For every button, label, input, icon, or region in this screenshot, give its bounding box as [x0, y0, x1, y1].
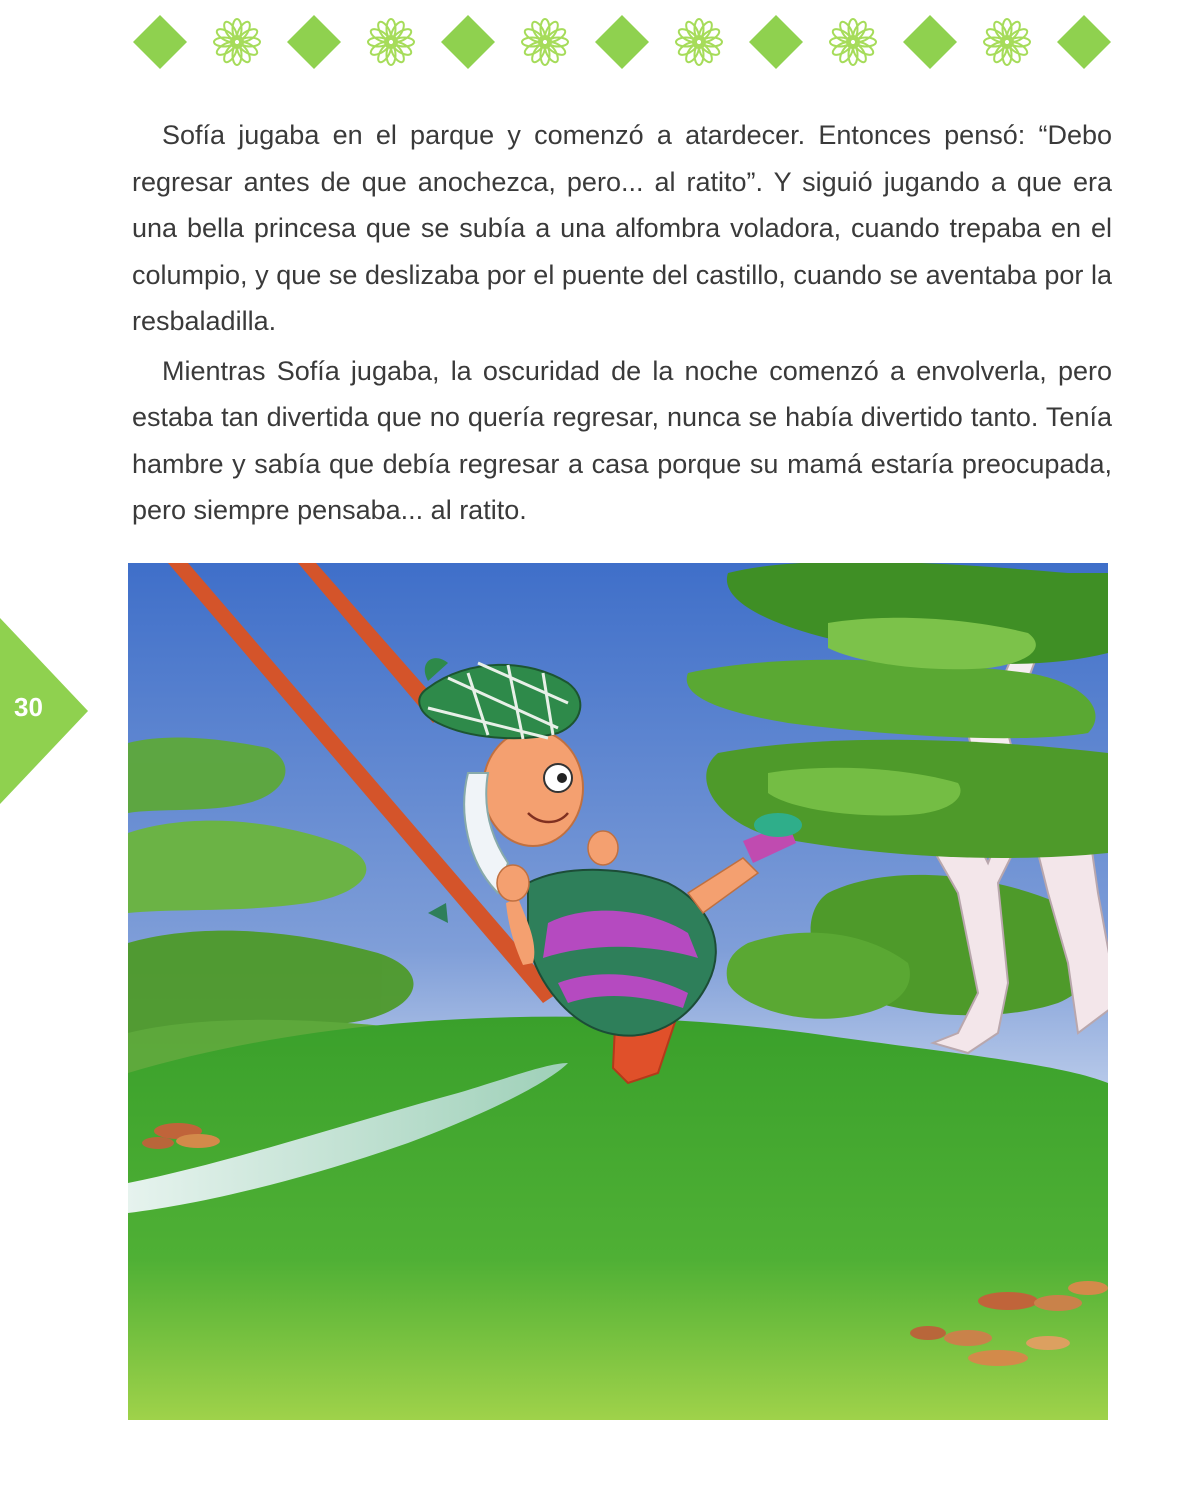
story-text [132, 112, 1112, 537]
border-diamond [749, 15, 803, 69]
border-flower-icon [984, 19, 1030, 65]
border-diamond [595, 15, 649, 69]
border-flower-icon [522, 19, 568, 65]
border-diamond [133, 15, 187, 69]
border-diamond [287, 15, 341, 69]
page-number: 30 [14, 692, 43, 722]
swing-illustration [128, 563, 1108, 1420]
tree-foliage [687, 563, 1108, 858]
border-flower-icon [368, 19, 414, 65]
grass-hill [128, 1017, 1108, 1420]
border-diamond [903, 15, 957, 69]
border-flower-icon [214, 19, 260, 65]
story-paragraph-1: Sofía jugaba en el parque y comenzó a atardecer. Entonces pensó: “Debo regresar antes de que anochezca, pero... al ratito”. Y siguió jugando a que era una bella princesa que se subía a una alfombra voladora, cuando trepaba en el columpio, y que se deslizaba por el puente del castillo, cuando se aventaba por la resbaladilla. [132, 120, 1112, 336]
border-diamond [441, 15, 495, 69]
border-flower-icon [830, 19, 876, 65]
border-diamond [1057, 15, 1111, 69]
decorative-border [120, 8, 1120, 80]
border-flower-icon [676, 19, 722, 65]
story-paragraph-2: Mientras Sofía jugaba, la oscuridad de la noche comenzó a envolverla, pero estaba tan divertida que no quería regresar, nunca se había divertido tanto. Tenía hambre y sabía que debía regresar a casa porque su mamá estaría preocupada, pero siempre pensaba... al ratito. [132, 355, 1112, 525]
